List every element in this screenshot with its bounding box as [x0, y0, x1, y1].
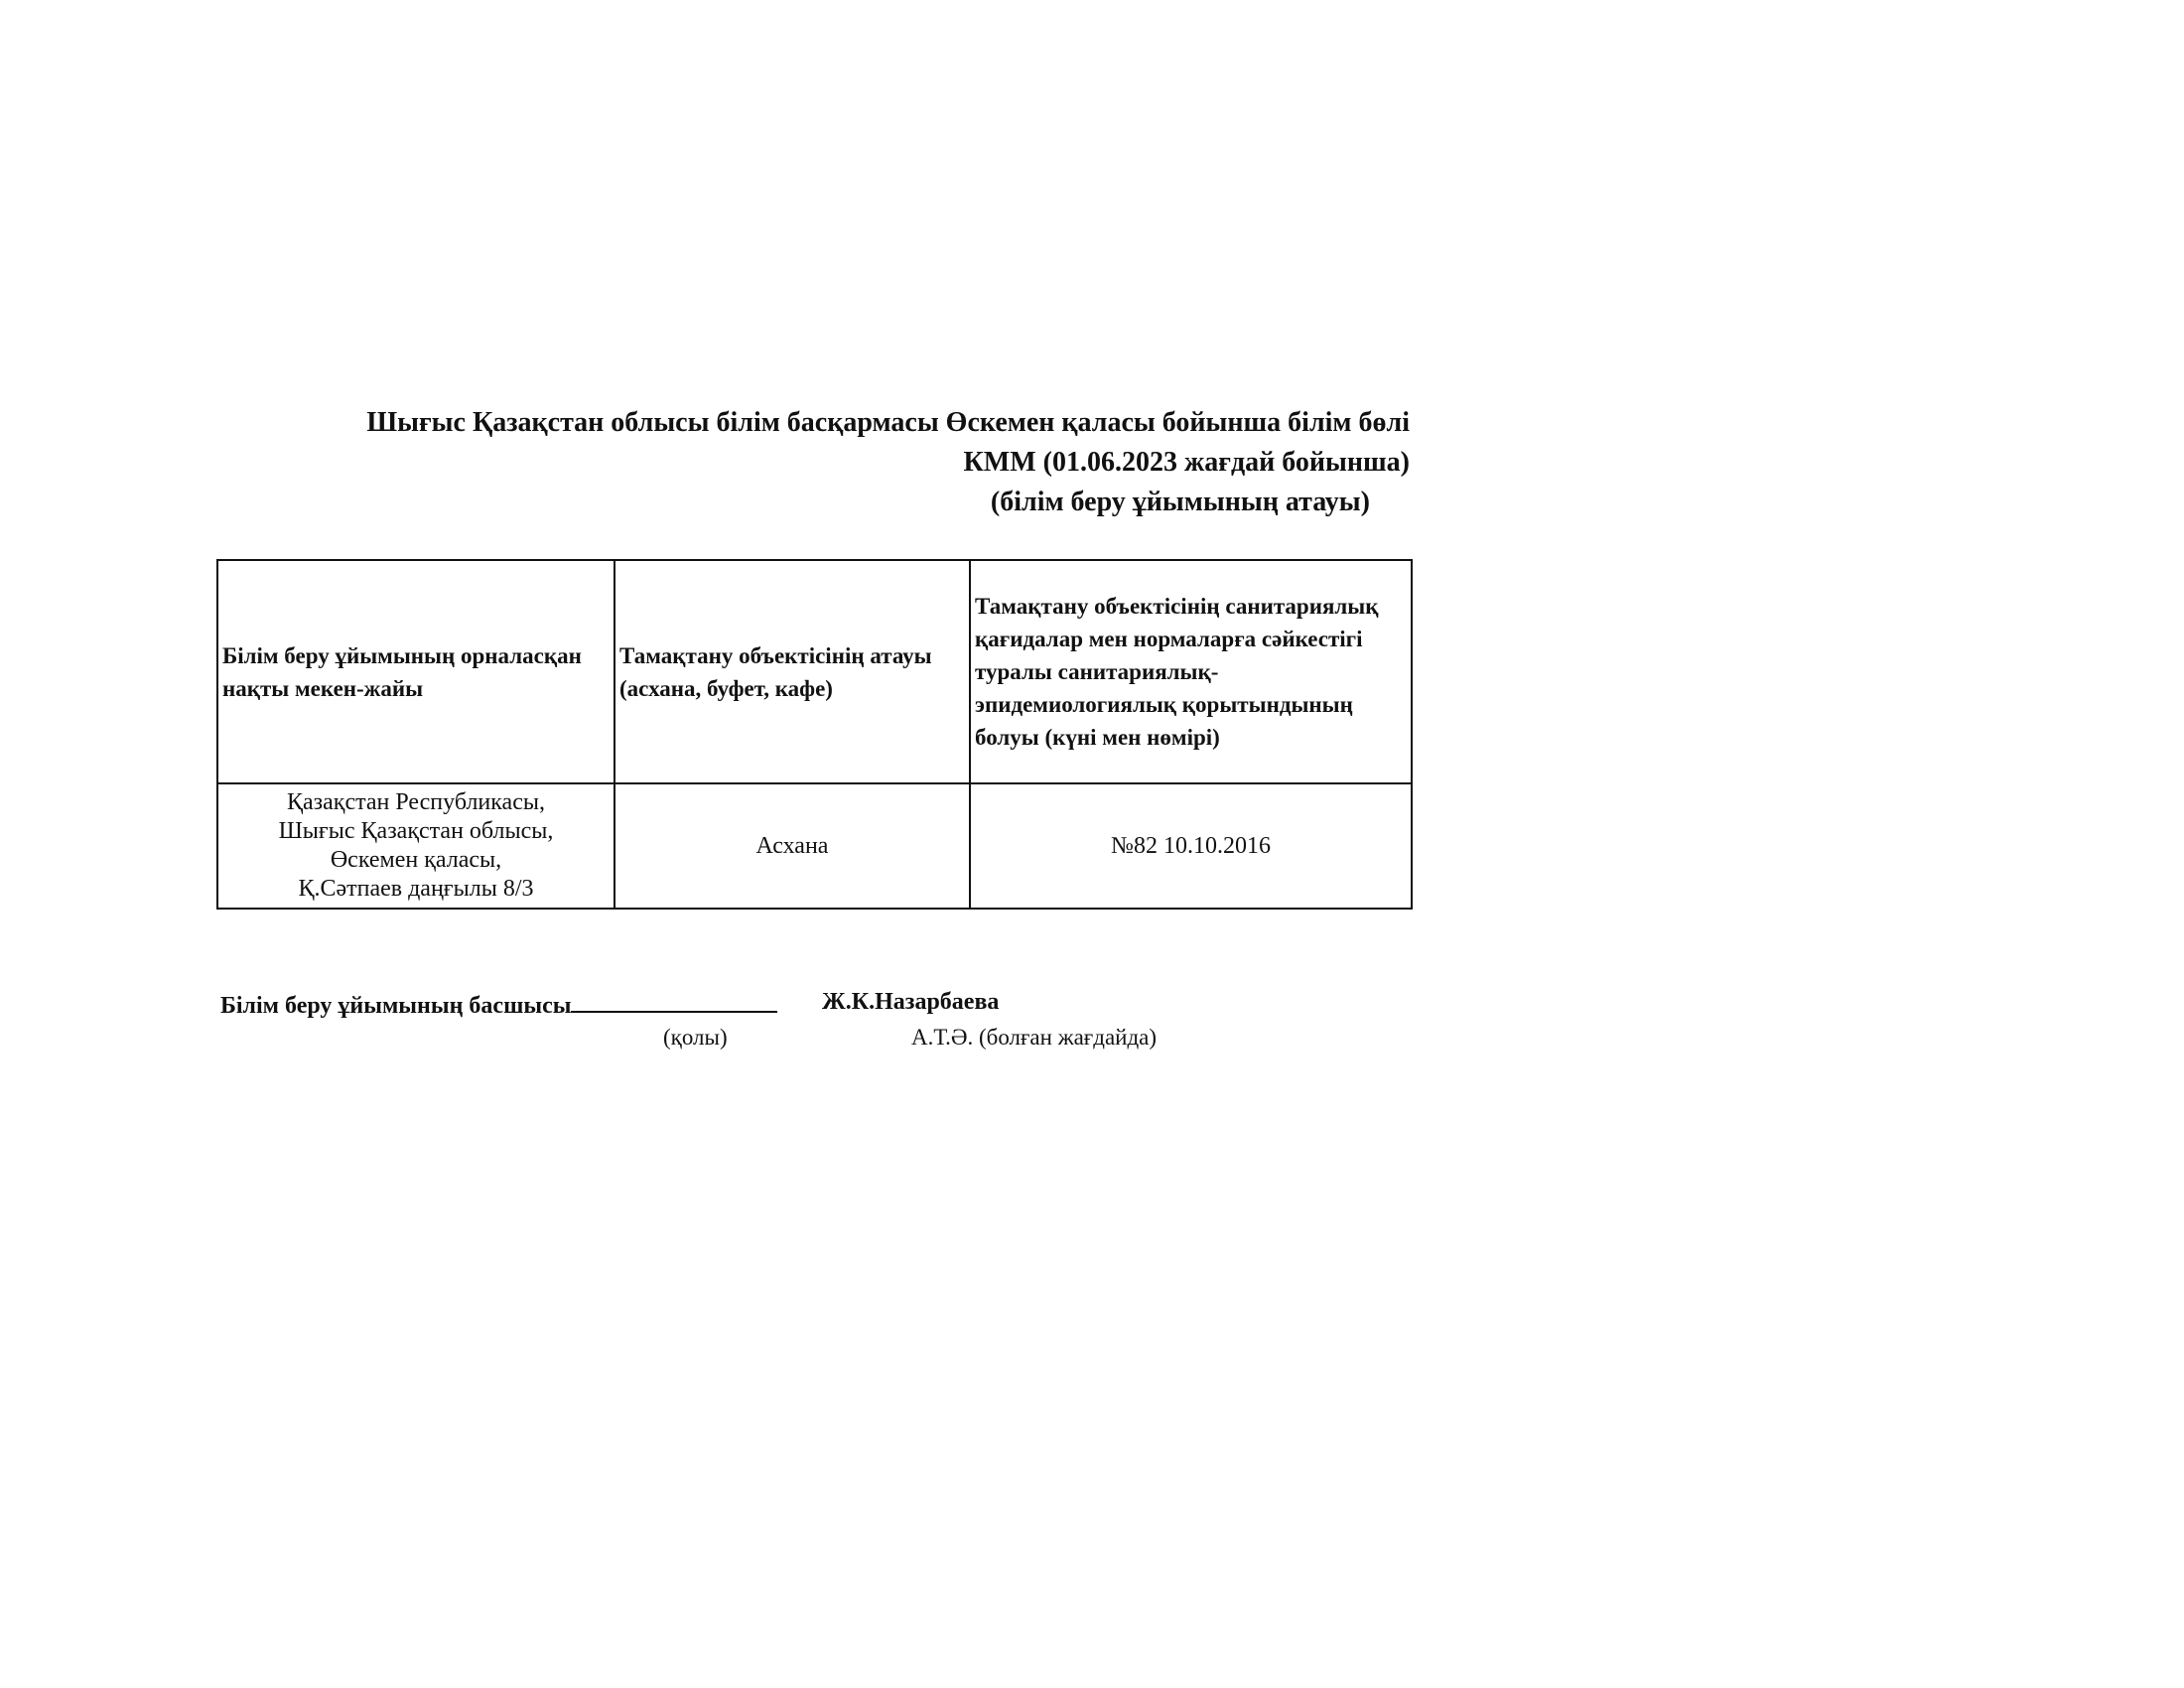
signature-caption-sign: (қолы)	[663, 1025, 728, 1050]
header-sanitary-conclusion: Тамақтану объектісінің санитариялық қағидалар мен нормаларға сәйкестігі туралы санитариялық-эпидемиологиялық қорытындының болуы (күні мен нөмірі)	[970, 560, 1412, 783]
header-title-line-1: Шығыс Қазақстан облысы білім басқармасы Өскемен қаласы бойынша білім бөлі	[366, 407, 1410, 438]
cell-facility-name: Асхана	[614, 783, 970, 909]
signature-name: Ж.К.Назарбаева	[822, 989, 1000, 1015]
address-line: Қ.Сәтпаев даңғылы 8/3	[298, 876, 534, 902]
signature-label-block	[220, 989, 777, 1020]
signature-label: Білім беру ұйымының басшысы	[220, 993, 572, 1019]
cell-address	[217, 783, 614, 909]
table-row	[217, 783, 1412, 909]
facility-table	[216, 559, 1413, 910]
header-title-line-2: КММ (01.06.2023 жағдай бойынша)	[963, 447, 1410, 478]
address-line: Өскемен қаласы,	[330, 847, 502, 873]
signature-line	[571, 989, 777, 1013]
header-address: Білім беру ұйымының орналасқан нақты мекен-жайы	[217, 560, 614, 783]
address-line: Шығыс Қазақстан облысы,	[278, 818, 554, 844]
table-header-row	[217, 560, 1412, 783]
cell-sanitary-conclusion: №82 10.10.2016	[970, 783, 1412, 909]
address-line: Қазақстан Республикасы,	[286, 789, 545, 815]
signature-caption-name: А.Т.Ә. (болған жағдайда)	[911, 1025, 1158, 1050]
header-title-line-3: (білім беру ұйымының атауы)	[990, 487, 1370, 517]
header-facility-name: Тамақтану объектісінің атауы (асхана, буфет, кафе)	[614, 560, 970, 783]
